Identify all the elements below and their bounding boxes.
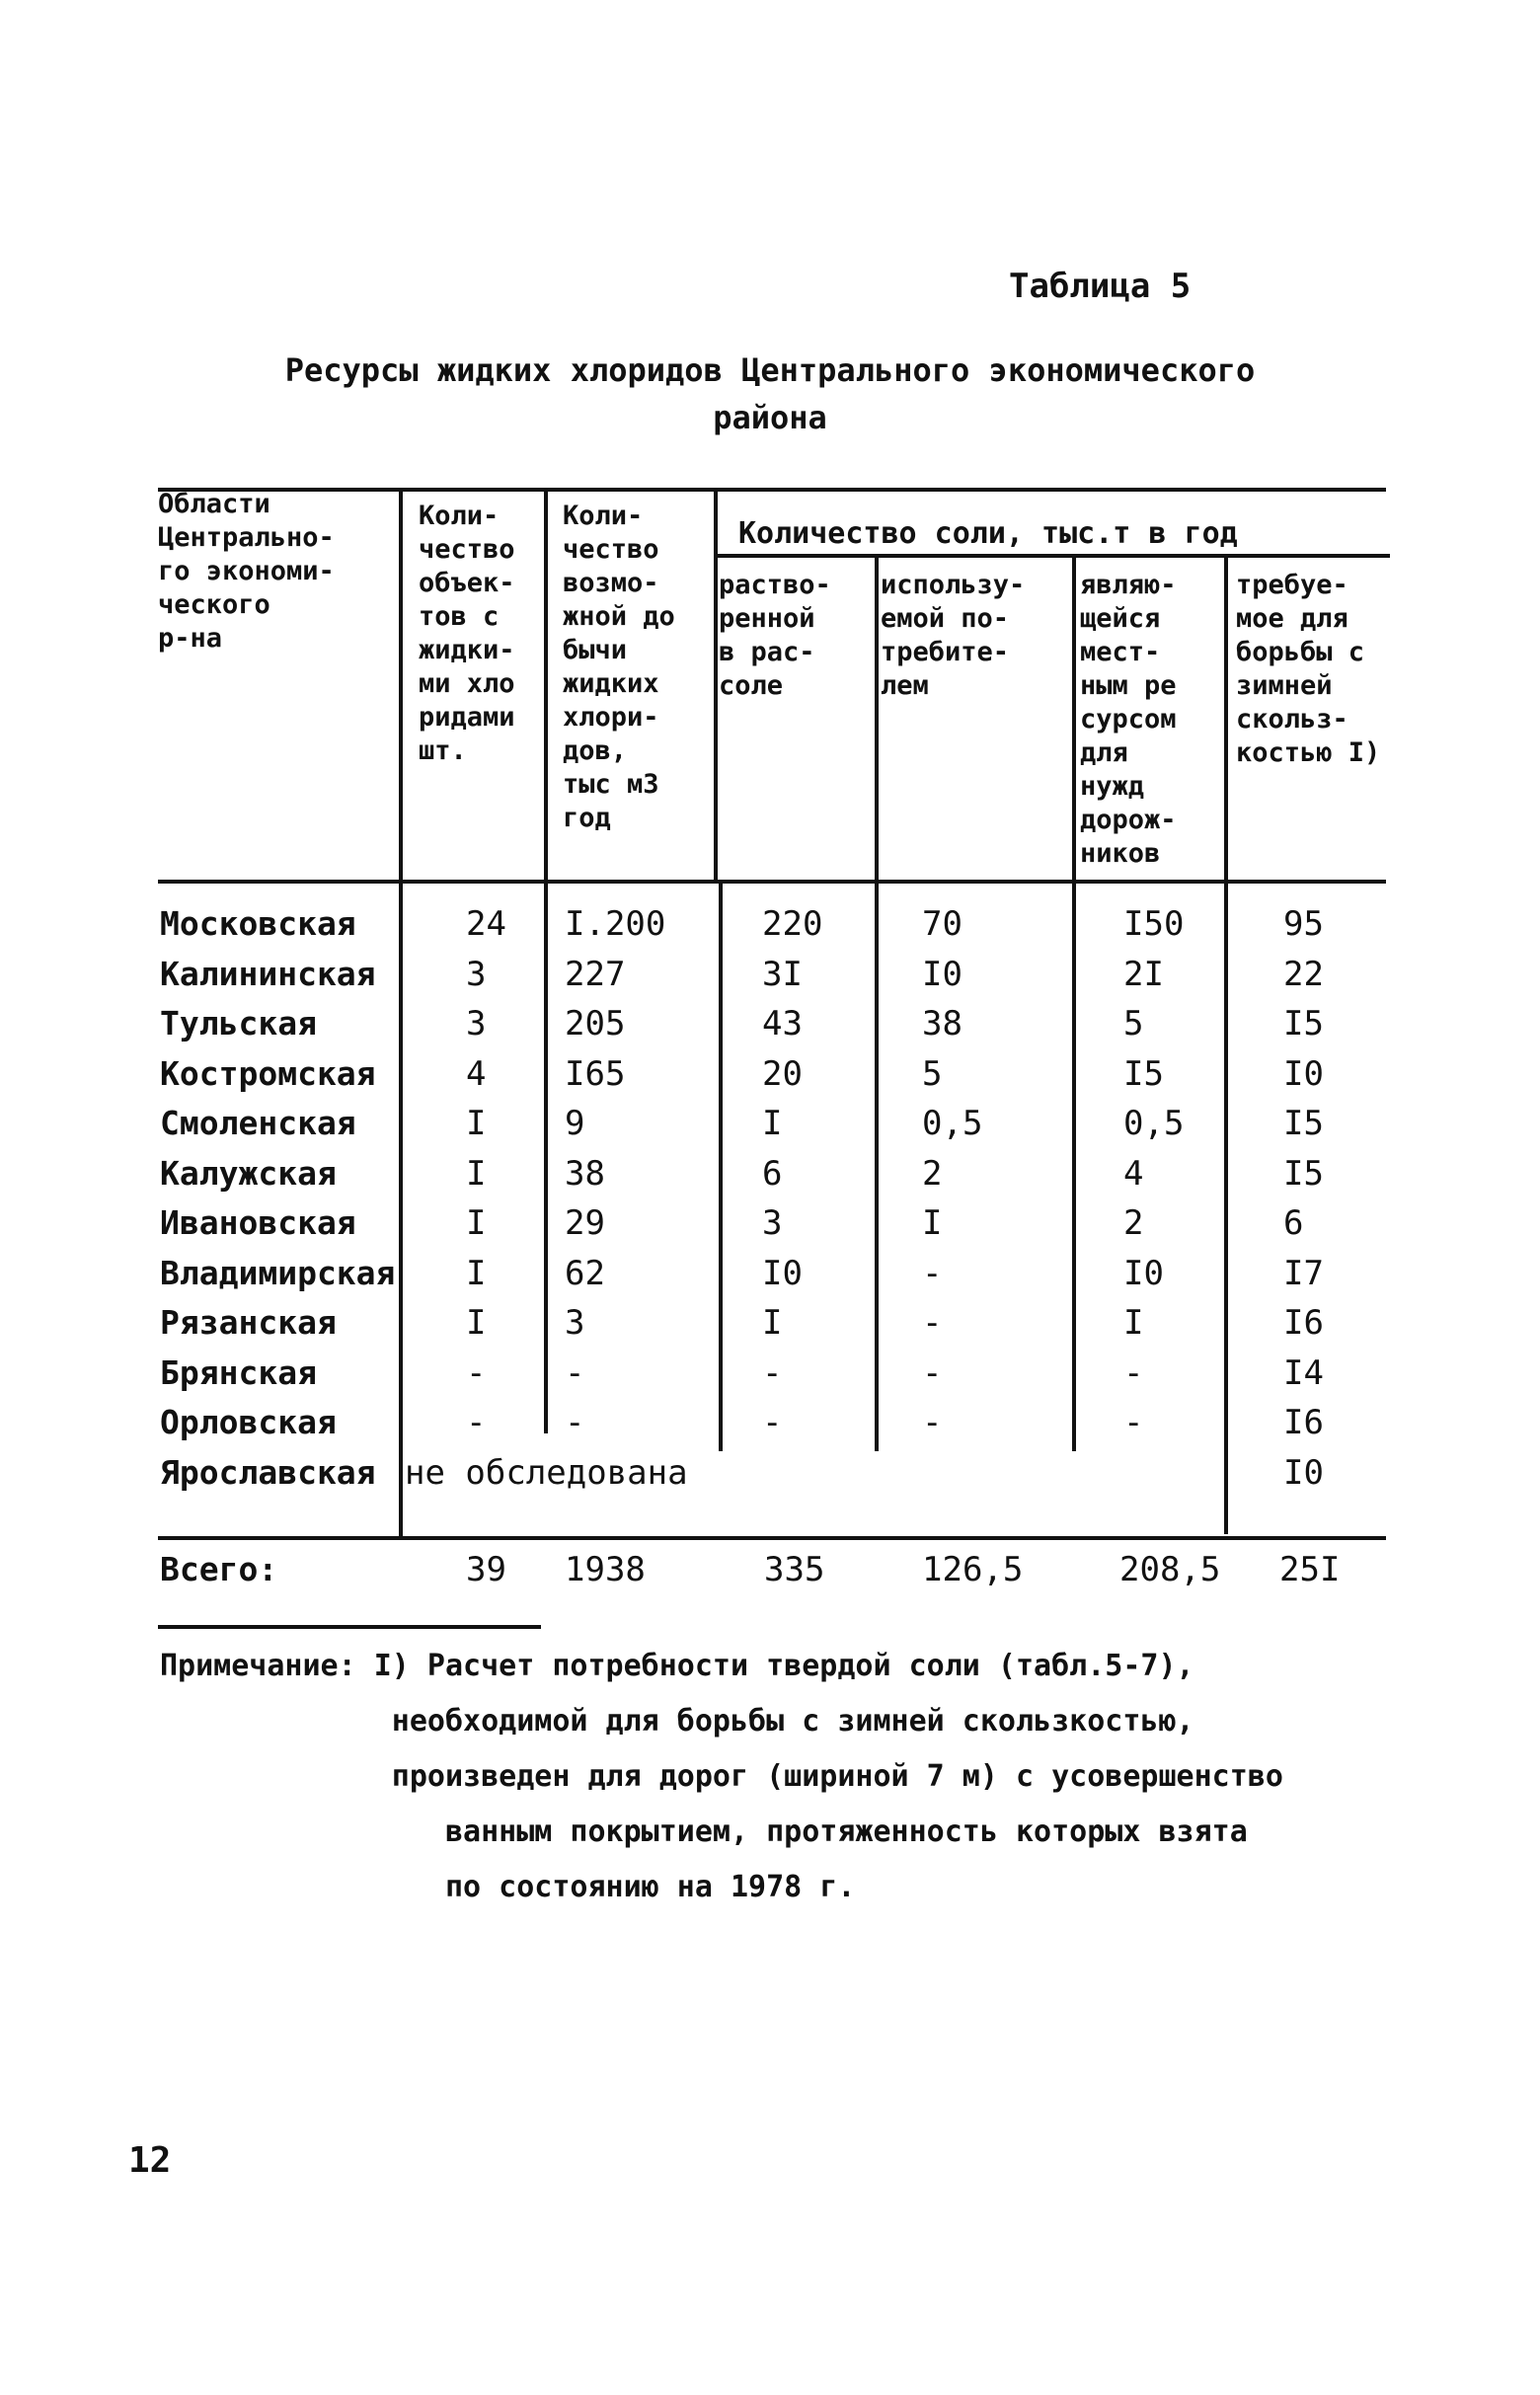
header-extraction: Коли- чество возмо- жной до бычи жидких хлори- дов, тыс м3 год [563,501,675,833]
cell-extraction: 3 [565,1303,585,1343]
cell-dissolved: - [762,1403,783,1442]
cell-local: I50 [1123,904,1185,944]
cell-extraction: 9 [565,1104,585,1143]
cell-objects: 3 [466,955,487,994]
cell-region: Ярославская [160,1453,376,1492]
cell-objects: I [466,1203,487,1243]
cell-used: - [922,1353,943,1393]
cell-local: I [1123,1303,1144,1343]
cell-region: Костромская [160,1054,376,1093]
cell-objects: - [466,1403,487,1442]
cell-local: - [1123,1353,1144,1393]
cell-dissolved: 220 [762,904,823,944]
total-dissolved: 335 [764,1550,825,1589]
cell-objects: не обследована [405,1453,688,1493]
cell-used: - [922,1403,943,1442]
header-objects: Коли- чество объек- тов с жидки- ми хло ридами шт. [419,501,515,766]
cell-required: I0 [1283,1054,1324,1094]
cell-required: I0 [1283,1453,1324,1493]
cell-extraction: 38 [565,1154,605,1194]
cell-local: I0 [1123,1254,1164,1293]
header-used: использу- емой по- требите- лем [881,570,1026,701]
page-number: 12 [128,2140,172,2181]
cell-local: 0,5 [1123,1104,1185,1143]
cell-required: I6 [1283,1403,1324,1442]
cell-objects: 3 [466,1004,487,1043]
header-salt-group: Количество соли, тыс.т в год [738,516,1238,551]
table-title-line1: Ресурсы жидких хлоридов Центрального экономического [284,351,1256,389]
cell-used: 70 [922,904,962,944]
total-required: 25I [1279,1550,1341,1589]
cell-dissolved: I [762,1104,783,1143]
cell-objects: 24 [466,904,506,944]
cell-used: I0 [922,955,962,994]
total-objects: 39 [466,1550,506,1589]
cell-objects: - [466,1353,487,1393]
table-caption: Таблица 5 [1009,267,1192,306]
cell-dissolved: I [762,1303,783,1343]
cell-used: 5 [922,1054,943,1094]
total-label: Всего: [160,1550,278,1588]
header-local: являю- щейся мест- ным ре сурсом для нужд дорож- ников [1080,570,1177,869]
cell-region: Ивановская [160,1203,356,1242]
cell-dissolved: 6 [762,1154,783,1194]
cell-local: - [1123,1403,1144,1442]
cell-required: I6 [1283,1303,1324,1343]
table-title-line2: района [713,399,827,436]
cell-required: 6 [1283,1203,1304,1243]
cell-local: 2 [1123,1203,1144,1243]
cell-extraction: I.200 [565,904,666,944]
cell-used: - [922,1303,943,1343]
cell-region: Смоленская [160,1104,356,1142]
cell-region: Орловская [160,1403,337,1441]
cell-used: 0,5 [922,1104,983,1143]
footnote: Примечание: I) Расчет потребности твердой соли (табл.5-7), необходимой для борьбы с зимней скользкостью, произведен для дорог (шириной 7 м) с усовершенство ванным покрытием, протяженность которых взята по состоянию на 1978 г. [160,1649,1283,1904]
cell-extraction: 227 [565,955,626,994]
cell-extraction: 29 [565,1203,605,1243]
cell-local: 2I [1123,955,1164,994]
cell-required: 22 [1283,955,1324,994]
cell-required: I5 [1283,1154,1324,1194]
cell-required: I5 [1283,1004,1324,1043]
cell-dissolved: 3 [762,1203,783,1243]
cell-objects: I [466,1254,487,1293]
cell-used: - [922,1254,943,1293]
cell-region: Тульская [160,1004,317,1043]
cell-extraction: 205 [565,1004,626,1043]
header-required: требуе- мое для борьбы с зимней скольз- костью I) [1236,570,1381,768]
total-used: 126,5 [922,1550,1024,1589]
cell-region: Московская [160,904,356,943]
cell-dissolved: 3I [762,955,803,994]
cell-required: 95 [1283,904,1324,944]
total-extraction: 1938 [565,1550,646,1589]
cell-dissolved: 20 [762,1054,803,1094]
cell-region: Рязанская [160,1303,337,1342]
header-region: Области Центрально- го экономи- ческого р-на [158,489,335,654]
cell-extraction: I65 [565,1054,626,1094]
cell-dissolved: 43 [762,1004,803,1043]
cell-region: Калининская [160,955,376,993]
cell-dissolved: I0 [762,1254,803,1293]
cell-used: I [922,1203,943,1243]
cell-region: Калужская [160,1154,337,1193]
cell-local: 5 [1123,1004,1144,1043]
cell-objects: 4 [466,1054,487,1094]
cell-objects: I [466,1104,487,1143]
cell-dissolved: - [762,1353,783,1393]
cell-used: 38 [922,1004,962,1043]
cell-local: 4 [1123,1154,1144,1194]
cell-required: I7 [1283,1254,1324,1293]
cell-extraction: - [565,1403,585,1442]
header-dissolved: раство- ренной в рас- соле [719,570,831,701]
cell-objects: I [466,1154,487,1194]
cell-extraction: 62 [565,1254,605,1293]
cell-extraction: - [565,1353,585,1393]
cell-region: Владимирская [160,1254,396,1292]
cell-objects: I [466,1303,487,1343]
cell-required: I4 [1283,1353,1324,1393]
cell-region: Брянская [160,1353,317,1392]
cell-required: I5 [1283,1104,1324,1143]
cell-used: 2 [922,1154,943,1194]
total-local: 208,5 [1119,1550,1221,1589]
cell-local: I5 [1123,1054,1164,1094]
